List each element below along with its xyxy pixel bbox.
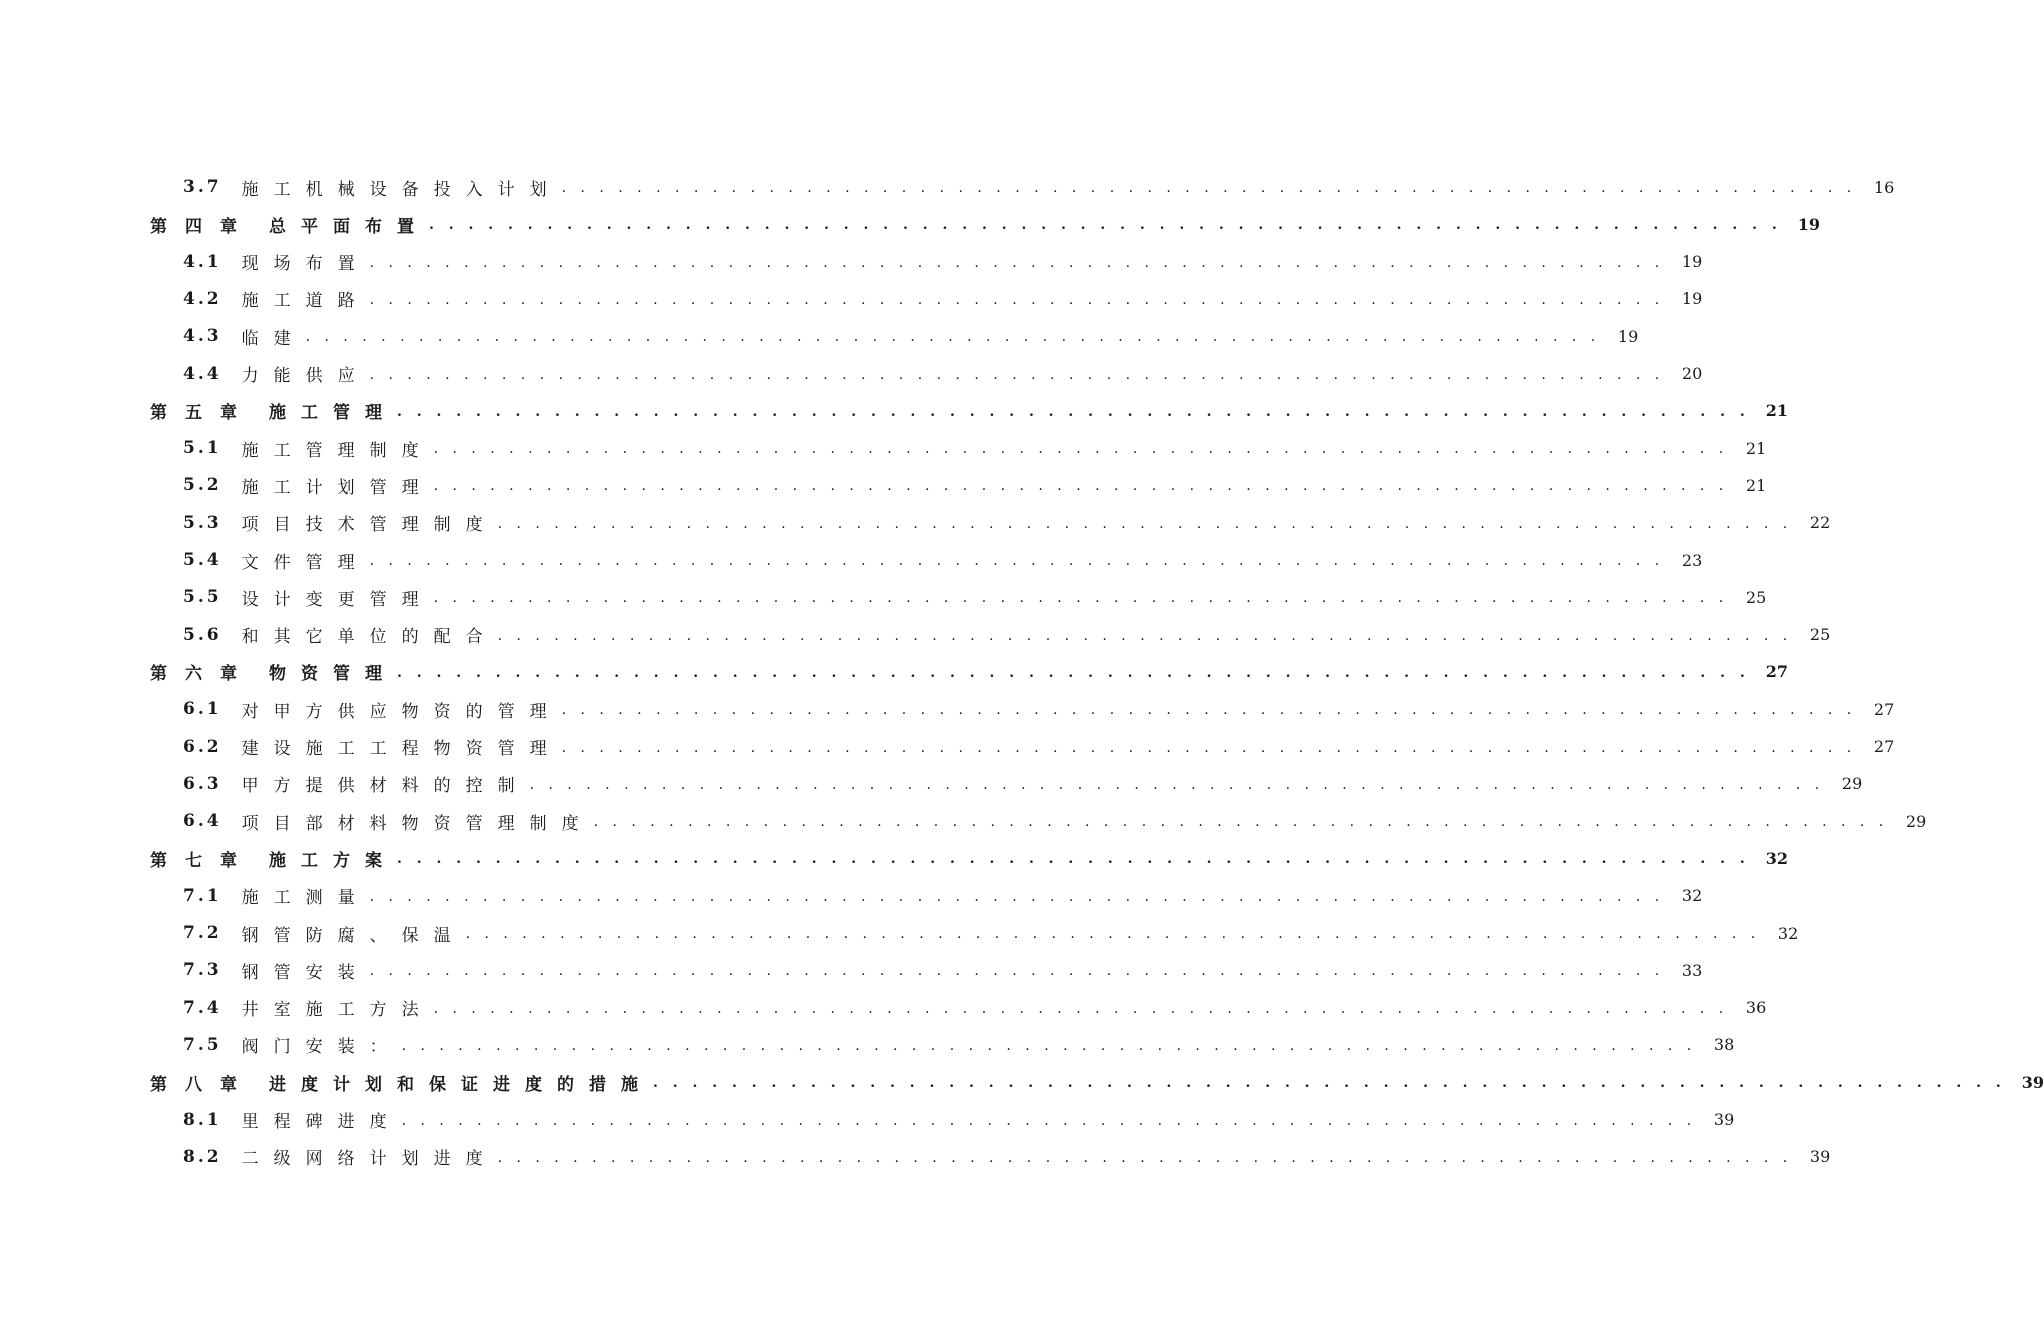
toc-entry-number: 5.4 <box>183 550 222 570</box>
toc-entry-title: 二级网络计划进度 <box>241 1149 498 1170</box>
toc-page-number: 23 <box>1681 550 1703 570</box>
toc-entry-number: 5.6 <box>183 624 222 645</box>
toc-entry-title: 施工道路 <box>241 291 370 312</box>
toc-entry-title: 对甲方供应物资的管理 <box>241 701 562 722</box>
toc-entry-title: 钢管安装 <box>241 962 370 983</box>
toc-page-number: 32 <box>1777 923 1799 943</box>
toc-entry-title: 现场布置 <box>241 254 370 275</box>
toc-entry-number: 7.2 <box>183 923 222 943</box>
dot-leader: . . . . . . . . . . . . . . . . . . . . . . . . . . . . . . . . . . . . . . . . . . . . . . . . . . . . . . . . . . . . . . . . . . . . . <box>397 851 1750 868</box>
toc-entry-title: 施工管理 <box>269 403 397 424</box>
toc-entry-title: 钢管防腐、保温 <box>241 925 466 946</box>
toc-chapter-entry[interactable] <box>150 659 1789 685</box>
dot-leader: . . . . . . . . . . . . . . . . . . . . . . . . . . . . . . . . . . . . . . . . . . . . . . . . . . . . . . . . . . . . . . . . . . . . . <box>561 702 1857 719</box>
toc-entry-title: 项目部材料物资管理制度 <box>241 813 594 834</box>
dot-leader: . . . . . . . . . . . . . . . . . . . . . . . . . . . . . . . . . . . . . . . . . . . . . . . . . . . . . . . . . . . . . . . . . . . . . <box>561 739 1857 756</box>
toc-entry-title: 施工方案 <box>269 850 397 871</box>
dot-leader: . . . . . . . . . . . . . . . . . . . . . . . . . . . . . . . . . . . . . . . . . . . . . . . . . . . . . . . . . . . . . . . . . . . . . <box>433 1000 1729 1017</box>
toc-page-number: 32 <box>1765 848 1789 868</box>
toc-entry-title: 进度计划和保证进度的措施 <box>269 1074 653 1095</box>
toc-section-entry[interactable] <box>183 1107 1735 1133</box>
toc-entry-number: 5.5 <box>183 587 222 608</box>
toc-page-number: 27 <box>1873 699 1895 719</box>
toc-entry-title: 甲方提供材料的控制 <box>241 776 530 797</box>
dot-leader: . . . . . . . . . . . . . . . . . . . . . . . . . . . . . . . . . . . . . . . . . . . . . . . . . . . . . . . . . . . . . . . . . . . . . <box>369 553 1665 569</box>
toc-page-number: 16 <box>1873 177 1895 197</box>
toc-section-entry[interactable] <box>183 771 1863 797</box>
toc-page-number: 22 <box>1809 513 1831 533</box>
toc-entry-number: 7.5 <box>183 1034 222 1055</box>
toc-chapter-entry[interactable] <box>150 211 1821 237</box>
dot-leader: . . . . . . . . . . . . . . . . . . . . . . . . . . . . . . . . . . . . . . . . . . . . . . . . . . . . . . . . . . . . . . . . . . . . . <box>561 180 1857 196</box>
toc-page-number: 21 <box>1765 401 1789 421</box>
toc-chapter-entry[interactable] <box>150 845 1789 871</box>
dot-leader: . . . . . . . . . . . . . . . . . . . . . . . . . . . . . . . . . . . . . . . . . . . . . . . . . . . . . . . . . . . . . . . . . . . . . <box>497 1149 1793 1166</box>
toc-section-entry[interactable] <box>183 1032 1735 1058</box>
toc-page-number: 38 <box>1713 1035 1735 1055</box>
toc-entry-title: 井室施工方法 <box>241 1000 434 1021</box>
dot-leader: . . . . . . . . . . . . . . . . . . . . . . . . . . . . . . . . . . . . . . . . . . . . . . . . . . . . . . . . . . . . . . . . . . . . . <box>529 776 1825 793</box>
dot-leader: . . . . . . . . . . . . . . . . . . . . . . . . . . . . . . . . . . . . . . . . . . . . . . . . . . . . . . . . . . . . . . . . . . . . . <box>397 664 1750 681</box>
toc-section-entry[interactable] <box>183 361 1703 387</box>
toc-section-entry[interactable] <box>183 808 1927 834</box>
toc-section-entry[interactable] <box>183 883 1703 909</box>
toc-entry-number: 4.4 <box>183 363 222 384</box>
toc-section-entry[interactable] <box>183 622 1831 648</box>
dot-leader: . . . . . . . . . . . . . . . . . . . . . . . . . . . . . . . . . . . . . . . . . . . . . . . . . . . . . . . . . . . . . . . . . . . . . <box>369 254 1665 271</box>
dot-leader: . . . . . . . . . . . . . . . . . . . . . . . . . . . . . . . . . . . . . . . . . . . . . . . . . . . . . . . . . . . . . . . . . . . . . <box>305 329 1601 346</box>
toc-page-number: 19 <box>1681 252 1703 272</box>
dot-leader: . . . . . . . . . . . . . . . . . . . . . . . . . . . . . . . . . . . . . . . . . . . . . . . . . . . . . . . . . . . . . . . . . . . . . <box>369 963 1665 980</box>
toc-entry-number: 6.1 <box>183 699 222 720</box>
toc-page-number: 36 <box>1745 998 1767 1018</box>
toc-entry-number: 第八章 <box>150 1074 255 1095</box>
toc-page-number: 29 <box>1905 811 1927 831</box>
toc-entry-number: 8.2 <box>183 1146 222 1167</box>
toc-entry-number: 7.3 <box>183 960 222 981</box>
toc-section-entry[interactable] <box>183 323 1639 349</box>
toc-entry-title: 项目技术管理制度 <box>241 515 498 536</box>
toc-entry-number: 第六章 <box>150 664 255 685</box>
toc-entry-number: 6.4 <box>183 811 222 832</box>
toc-entry-number: 4.3 <box>183 326 222 347</box>
dot-leader: . . . . . . . . . . . . . . . . . . . . . . . . . . . . . . . . . . . . . . . . . . . . . . . . . . . . . . . . . . . . . . . . . . . . . <box>429 217 1782 234</box>
dot-leader: . . . . . . . . . . . . . . . . . . . . . . . . . . . . . . . . . . . . . . . . . . . . . . . . . . . . . . . . . . . . . . . . . . . . . <box>497 515 1793 532</box>
toc-entry-number: 4.1 <box>183 251 222 272</box>
toc-entry-number: 第七章 <box>150 850 255 871</box>
toc-entry-title: 临建 <box>241 328 306 349</box>
dot-leader: . . . . . . . . . . . . . . . . . . . . . . . . . . . . . . . . . . . . . . . . . . . . . . . . . . . . . . . . . . . . . . . . . . . . . <box>369 291 1665 308</box>
toc-entry-number: 第四章 <box>150 216 255 237</box>
dot-leader: . . . . . . . . . . . . . . . . . . . . . . . . . . . . . . . . . . . . . . . . . . . . . . . . . . . . . . . . . . . . . . . . . . . . . <box>369 366 1665 383</box>
toc-page-number: 21 <box>1745 475 1767 495</box>
toc-entry-title: 施工机械设备投入计划 <box>241 179 562 200</box>
toc-section-entry[interactable] <box>183 286 1703 312</box>
toc-page-number: 27 <box>1765 662 1789 682</box>
toc-entry-title: 建设施工工程物资管理 <box>241 739 562 759</box>
toc-page-number: 27 <box>1873 737 1895 756</box>
toc-page-number: 19 <box>1797 214 1821 234</box>
toc-section-entry[interactable] <box>183 584 1767 610</box>
toc-entry-title: 里程碑进度 <box>241 1112 402 1132</box>
dot-leader: . . . . . . . . . . . . . . . . . . . . . . . . . . . . . . . . . . . . . . . . . . . . . . . . . . . . . . . . . . . . . . . . . . . . . <box>433 590 1729 607</box>
toc-entry-title: 施工管理制度 <box>241 440 434 461</box>
toc-page-number: 32 <box>1681 886 1703 906</box>
toc-section-entry[interactable] <box>183 174 1895 200</box>
toc-chapter-entry[interactable] <box>150 398 1789 424</box>
toc-entry-number: 6.3 <box>183 773 222 794</box>
toc-entry-number: 8.1 <box>183 1109 222 1130</box>
toc-entry-number: 5.2 <box>183 475 222 496</box>
toc-entry-title: 力能供应 <box>241 366 370 386</box>
toc-entry-title: 物资管理 <box>269 664 397 685</box>
toc-page-number: 25 <box>1745 587 1767 607</box>
toc-page-number: 20 <box>1681 364 1703 383</box>
toc-entry-title: 总平面布置 <box>269 216 429 237</box>
toc-entry-number: 7.1 <box>183 885 222 906</box>
dot-leader: . . . . . . . . . . . . . . . . . . . . . . . . . . . . . . . . . . . . . . . . . . . . . . . . . . . . . . . . . . . . . . . . . . . . . <box>401 1037 1697 1054</box>
dot-leader: . . . . . . . . . . . . . . . . . . . . . . . . . . . . . . . . . . . . . . . . . . . . . . . . . . . . . . . . . . . . . . . . . . . . . <box>401 1112 1697 1129</box>
dot-leader: . . . . . . . . . . . . . . . . . . . . . . . . . . . . . . . . . . . . . . . . . . . . . . . . . . . . . . . . . . . . . . . . . . . . . <box>465 926 1761 942</box>
toc-section-entry[interactable] <box>183 734 1895 760</box>
dot-leader: . . . . . . . . . . . . . . . . . . . . . . . . . . . . . . . . . . . . . . . . . . . . . . . . . . . . . . . . . . . . . . . . . . . . . <box>369 888 1665 905</box>
toc-section-entry[interactable] <box>183 249 1703 275</box>
toc-page-number: 39 <box>1713 1110 1735 1129</box>
toc-section-entry[interactable] <box>183 472 1767 498</box>
dot-leader: . . . . . . . . . . . . . . . . . . . . . . . . . . . . . . . . . . . . . . . . . . . . . . . . . . . . . . . . . . . . . . . . . . . . . <box>433 478 1729 495</box>
toc-page-number: 21 <box>1745 438 1767 458</box>
toc-section-entry[interactable] <box>183 696 1895 722</box>
toc-section-entry[interactable] <box>183 435 1767 461</box>
toc-section-entry[interactable] <box>183 920 1799 946</box>
toc-entry-number: 5.3 <box>183 512 222 533</box>
toc-entry-title: 文件管理 <box>241 552 370 573</box>
toc-entry-title: 施工测量 <box>241 888 370 909</box>
toc-page-number: 39 <box>1809 1147 1831 1167</box>
dot-leader: . . . . . . . . . . . . . . . . . . . . . . . . . . . . . . . . . . . . . . . . . . . . . . . . . . . . . . . . . . . . . . . . . . . . . <box>653 1075 2006 1092</box>
dot-leader: . . . . . . . . . . . . . . . . . . . . . . . . . . . . . . . . . . . . . . . . . . . . . . . . . . . . . . . . . . . . . . . . . . . . . <box>593 814 1889 831</box>
toc-entry-number: 7.4 <box>183 997 222 1018</box>
toc-entry-number: 4.2 <box>183 288 222 309</box>
toc-page-number: 39 <box>2021 1072 2044 1092</box>
toc-section-entry[interactable] <box>183 957 1703 983</box>
toc-entry-title: 施工计划管理 <box>241 477 434 498</box>
toc-page-number: 25 <box>1809 625 1831 645</box>
toc-page-number: 33 <box>1681 960 1703 980</box>
toc-section-entry[interactable] <box>183 547 1703 573</box>
toc-entry-title: 和其它单位的配合 <box>241 627 498 648</box>
dot-leader: . . . . . . . . . . . . . . . . . . . . . . . . . . . . . . . . . . . . . . . . . . . . . . . . . . . . . . . . . . . . . . . . . . . . . <box>497 627 1793 644</box>
toc-entry-number: 3.7 <box>183 177 222 197</box>
dot-leader: . . . . . . . . . . . . . . . . . . . . . . . . . . . . . . . . . . . . . . . . . . . . . . . . . . . . . . . . . . . . . . . . . . . . . <box>397 403 1750 420</box>
toc-page-number: 19 <box>1681 289 1703 309</box>
toc-entry-title: 设计变更管理 <box>241 589 434 610</box>
toc-entry-number: 第五章 <box>150 403 255 424</box>
toc-entry-number: 6.2 <box>183 736 222 757</box>
toc-page-number: 29 <box>1841 774 1863 794</box>
toc-section-entry[interactable] <box>183 995 1767 1021</box>
toc-section-entry[interactable] <box>183 1144 1831 1170</box>
toc-entry-number: 5.1 <box>183 438 222 459</box>
toc-section-entry[interactable] <box>183 510 1831 536</box>
dot-leader: . . . . . . . . . . . . . . . . . . . . . . . . . . . . . . . . . . . . . . . . . . . . . . . . . . . . . . . . . . . . . . . . . . . . . <box>433 441 1729 458</box>
toc-page-number: 19 <box>1617 326 1639 346</box>
toc-chapter-entry[interactable] <box>150 1069 2044 1095</box>
toc-entry-title: 阀门安装： <box>241 1037 402 1058</box>
